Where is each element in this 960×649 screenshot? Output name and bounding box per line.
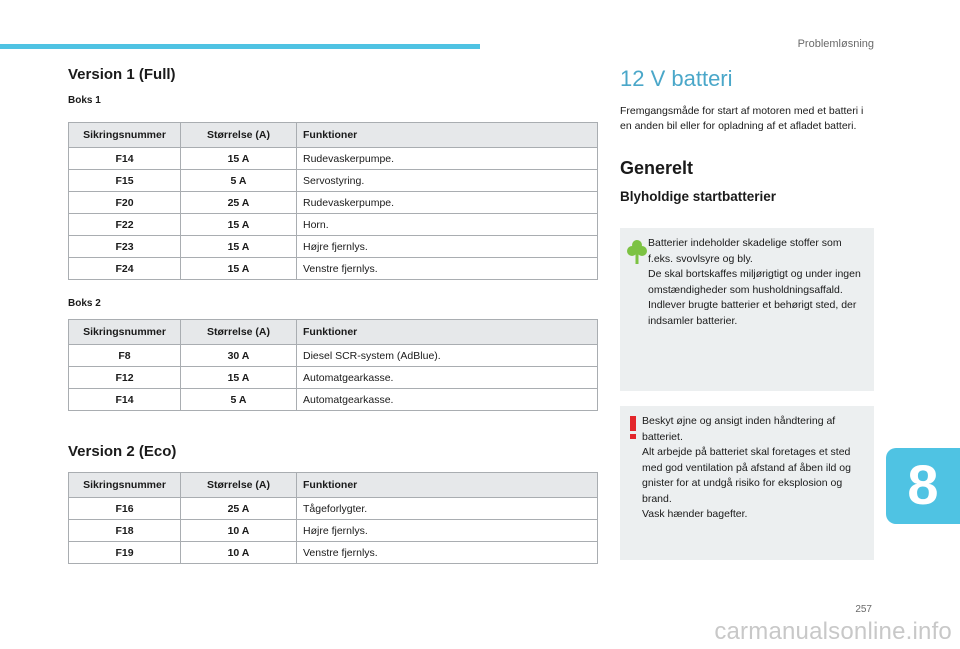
table-row	[69, 498, 598, 520]
table-row	[69, 542, 598, 564]
chapter-tab	[886, 448, 960, 524]
cell-size: 15 A	[181, 236, 297, 258]
cell-func: Højre fjernlys.	[297, 236, 598, 258]
battery-column	[620, 66, 874, 204]
note-line: Batterier indeholder skadelige stoffer som f.eks. svovlsyre og bly.	[648, 237, 842, 265]
page-number: 257	[855, 604, 872, 615]
cell-size: 15 A	[181, 367, 297, 389]
note-line: Vask hænder bagefter.	[642, 508, 748, 520]
cell-code: F16	[69, 498, 181, 520]
header-func: Funktioner	[297, 123, 598, 148]
environment-note-text	[648, 236, 868, 329]
cell-code: F19	[69, 542, 181, 564]
cell-code: F22	[69, 214, 181, 236]
watermark-text: carmanualsonline.info	[714, 618, 952, 645]
cell-size: 25 A	[181, 192, 297, 214]
exclamation-icon	[624, 414, 642, 446]
cell-func: Højre fjernlys.	[297, 520, 598, 542]
cell-size: 15 A	[181, 214, 297, 236]
cell-code: F18	[69, 520, 181, 542]
cell-size: 5 A	[181, 389, 297, 411]
cell-func: Venstre fjernlys.	[297, 542, 598, 564]
cell-size: 5 A	[181, 170, 297, 192]
cell-code: F8	[69, 345, 181, 367]
warning-note-text	[642, 414, 868, 523]
table-header-row	[69, 320, 598, 345]
cell-func: Horn.	[297, 214, 598, 236]
table-row	[69, 148, 598, 170]
cell-size: 10 A	[181, 542, 297, 564]
header-size: Størrelse (A)	[181, 320, 297, 345]
header-size: Størrelse (A)	[181, 123, 297, 148]
header-code: Sikringsnummer	[69, 123, 181, 148]
intro-text: Fremgangsmåde for start af motoren med et batteri i en anden bil eller for opladning af et afladet batteri.	[620, 105, 864, 132]
table-row	[69, 367, 598, 389]
fuse-tables-column	[68, 66, 598, 564]
cell-code: F14	[69, 389, 181, 411]
header-func: Funktioner	[297, 320, 598, 345]
table-row	[69, 214, 598, 236]
cell-func: Tågeforlygter.	[297, 498, 598, 520]
warning-note	[620, 406, 874, 560]
note-line: Beskyt øjne og ansigt inden håndtering af batteriet.	[642, 415, 836, 443]
table-row	[69, 389, 598, 411]
section-header: Problemløsning	[797, 38, 874, 50]
cell-func: Automatgearkasse.	[297, 367, 598, 389]
boks1-table	[68, 122, 598, 280]
table-row	[69, 192, 598, 214]
cell-size: 10 A	[181, 520, 297, 542]
table-header-row	[69, 473, 598, 498]
header-code: Sikringsnummer	[69, 320, 181, 345]
table-row	[69, 345, 598, 367]
boks1-label: Boks 1	[68, 95, 101, 106]
leaf-icon	[626, 238, 648, 272]
note-line: De skal bortskaffes miljørigtigt og under ingen omstændigheder som husholdningsaffald.	[648, 268, 861, 296]
note-line: Indlever brugte batterier et behørigt sted, der indsamler batterier.	[648, 299, 857, 327]
cell-func: Rudevaskerpumpe.	[297, 148, 598, 170]
table-header-row	[69, 123, 598, 148]
cell-code: F15	[69, 170, 181, 192]
note-line: Alt arbejde på batteriet skal foretages et sted med god ventilation på afstand af åben ild og gnister for at undgå risiko for eksplosion og brand.	[642, 446, 851, 505]
header-accent-bar	[0, 44, 480, 49]
table-row	[69, 520, 598, 542]
cell-func: Diesel SCR-system (AdBlue).	[297, 345, 598, 367]
version2-title: Version 2 (Eco)	[68, 443, 177, 460]
subsection-title: Blyholdige startbatterier	[620, 189, 777, 204]
chapter-number: 8	[907, 453, 939, 516]
cell-code: F12	[69, 367, 181, 389]
environment-note	[620, 228, 874, 391]
page-title: 12 V batteri	[620, 66, 733, 91]
table-row	[69, 258, 598, 280]
cell-func: Servostyring.	[297, 170, 598, 192]
cell-code: F20	[69, 192, 181, 214]
header-func: Funktioner	[297, 473, 598, 498]
cell-size: 15 A	[181, 148, 297, 170]
cell-size: 30 A	[181, 345, 297, 367]
cell-func: Venstre fjernlys.	[297, 258, 598, 280]
boks2-table	[68, 319, 598, 411]
cell-code: F14	[69, 148, 181, 170]
cell-size: 15 A	[181, 258, 297, 280]
version1-title: Version 1 (Full)	[68, 66, 176, 83]
table-row	[69, 170, 598, 192]
cell-size: 25 A	[181, 498, 297, 520]
cell-func: Rudevaskerpumpe.	[297, 192, 598, 214]
eco-table	[68, 472, 598, 564]
cell-code: F24	[69, 258, 181, 280]
header-code: Sikringsnummer	[69, 473, 181, 498]
cell-func: Automatgearkasse.	[297, 389, 598, 411]
section-title: Generelt	[620, 158, 694, 178]
cell-code: F23	[69, 236, 181, 258]
header-size: Størrelse (A)	[181, 473, 297, 498]
boks2-label: Boks 2	[68, 298, 101, 309]
table-row	[69, 236, 598, 258]
